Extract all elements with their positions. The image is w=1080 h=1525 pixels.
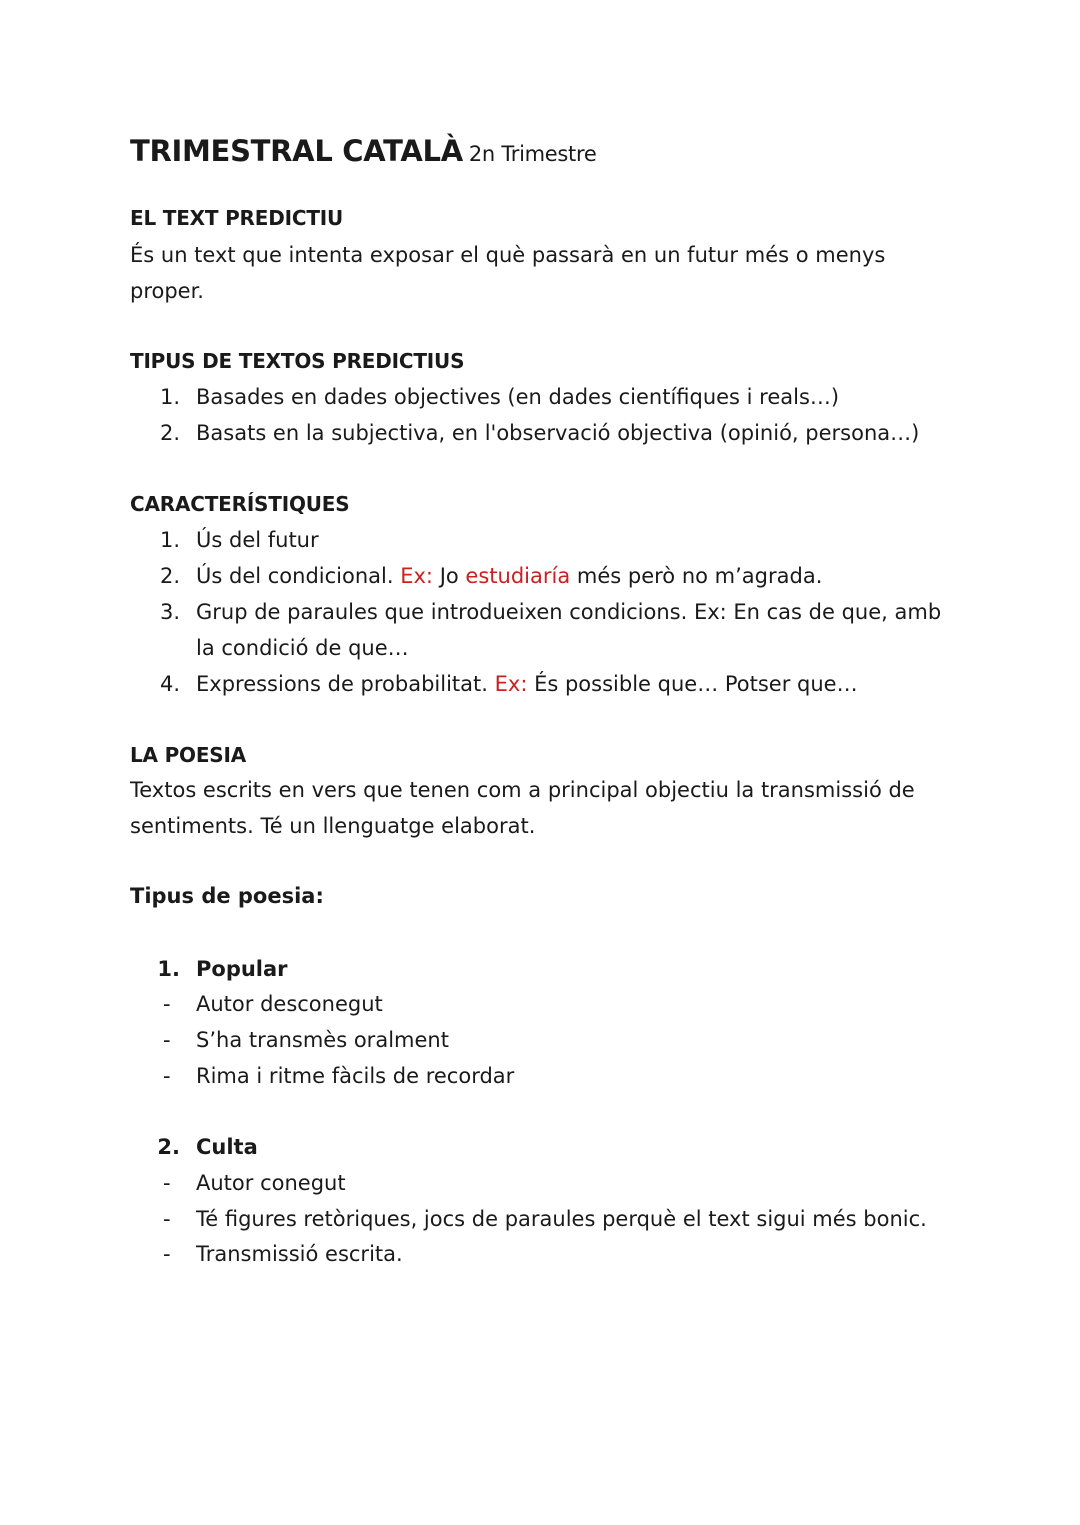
page-title (130, 134, 596, 168)
list-item (196, 558, 966, 594)
dash-bullet: - (163, 1028, 171, 1052)
list-item (196, 666, 966, 702)
dash-bullet: - (163, 1064, 171, 1088)
list-number: 1. (157, 957, 180, 981)
poesia-definition: Textos escrits en vers que tenen com a principal objectiu la transmissió de sentiments. Té un llenguatge elaborat. (130, 778, 915, 838)
title-main-text: TRIMESTRAL CATALÀ (130, 134, 463, 168)
poetry-type-name: Popular (196, 957, 288, 981)
section-heading-caracteristiques: CARACTERÍSTIQUES (130, 492, 350, 516)
list-number: 2. (159, 421, 180, 445)
list-item: Basats en la subjectiva, en l'observació objectiva (opinió, persona…) (196, 421, 920, 445)
item-text: Expressions de probabilitat. (196, 672, 488, 696)
list-item: Autor conegut (196, 1171, 346, 1195)
item-text: És possible que… Potser que… (534, 672, 858, 696)
list-number: 3. (159, 600, 180, 624)
dash-bullet: - (163, 1242, 171, 1266)
list-item: Basades en dades objectives (en dades científiques i reals…) (196, 385, 840, 409)
dash-bullet: - (163, 1171, 171, 1195)
list-number: 4. (159, 672, 180, 696)
highlighted-word: estudiaría (465, 564, 571, 588)
title-subtitle: 2n Trimestre (468, 142, 597, 166)
item-text: Jo (439, 564, 459, 588)
text-predictiu-definition: És un text que intenta exposar el què passarà en un futur més o menys proper. (130, 243, 886, 303)
list-item: Ús del futur (196, 528, 319, 552)
example-label: Ex: (494, 672, 528, 696)
list-item: Té figures retòriques, jocs de paraules perquè el text sigui més bonic. (196, 1207, 927, 1231)
list-number: 2. (157, 1135, 180, 1159)
section-heading-poesia: LA POESIA (130, 743, 247, 767)
item-text: més però no m’agrada. (576, 564, 823, 588)
dash-bullet: - (163, 1207, 171, 1231)
dash-bullet: - (163, 992, 171, 1016)
list-item: Transmissió escrita. (196, 1242, 403, 1266)
section-heading-tipus-textos: TIPUS DE TEXTOS PREDICTIUS (130, 349, 465, 373)
section-heading-text-predictiu: EL TEXT PREDICTIU (130, 206, 344, 230)
poetry-type-name: Culta (196, 1135, 258, 1159)
example-label: Ex: (400, 564, 433, 588)
list-number: 1. (159, 385, 180, 409)
list-number: 2. (159, 564, 180, 588)
list-item: Rima i ritme fàcils de recordar (196, 1064, 515, 1088)
list-number: 1. (159, 528, 180, 552)
list-item: S’ha transmès oralment (196, 1028, 449, 1052)
tipus-poesia-label: Tipus de poesia: (130, 884, 324, 908)
item-text: Ús del condicional. (196, 564, 394, 588)
list-item: Grup de paraules que introdueixen condicions. Ex: En cas de que, amb la condició de que… (196, 600, 942, 660)
list-item: Autor desconegut (196, 992, 383, 1016)
